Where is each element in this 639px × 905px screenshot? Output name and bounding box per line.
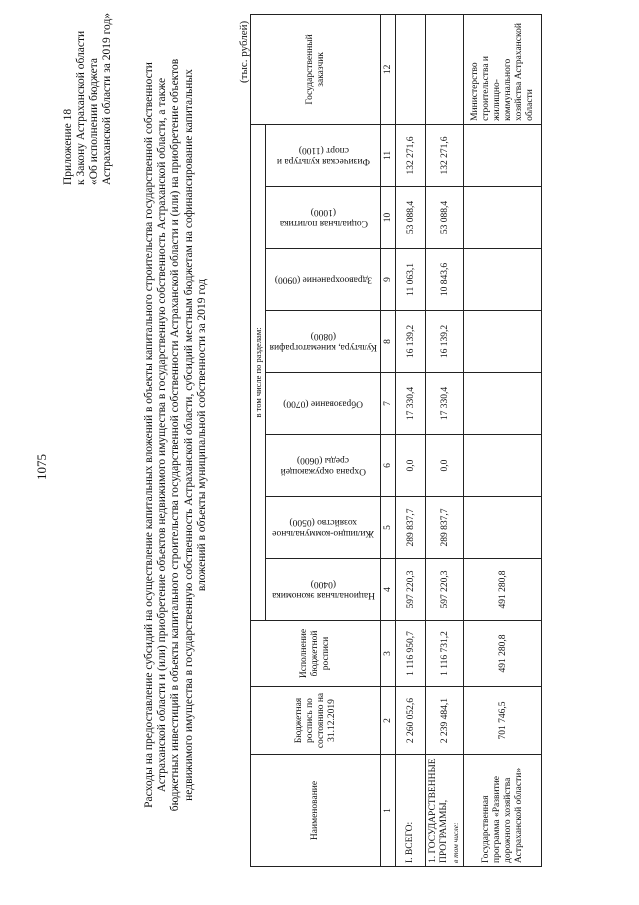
expenditure-table <box>250 14 542 867</box>
row-name: Государственная программа «Развитие дорожного хозяйства Астраханской области» <box>464 755 542 867</box>
title-line: Расходы на предоставление субсидий на осуществление капитальных вложений в объекты капитального строительства государственной собственности <box>143 62 155 808</box>
cell-budget: 2 239 484,1 <box>426 687 464 755</box>
cell-0800: 16 139,2 <box>426 311 464 373</box>
appendix-line: «Об исполнении бюджета <box>88 57 100 185</box>
table-row-road-program <box>464 14 542 866</box>
cell-0400: 491 280,8 <box>464 559 542 621</box>
cell-1000: 53 088,4 <box>396 187 426 249</box>
cell-0700 <box>464 373 542 435</box>
col-number: 2 <box>381 687 396 755</box>
row-name-text: 1. ГОСУДАРСТВЕННЫЕ ПРОГРАММЫ, <box>428 758 449 863</box>
cell-execution: 1 116 731,2 <box>426 621 464 687</box>
appendix-line: Астраханской области за 2019 год» <box>101 12 113 185</box>
header-section-0900: Здравоохранение (0900) <box>266 249 381 311</box>
col-number: 7 <box>381 373 396 435</box>
cell-0500: 289 837,7 <box>426 497 464 559</box>
cell-0700: 17 330,4 <box>426 373 464 435</box>
row-note: в том числе: <box>451 822 460 863</box>
cell-execution: 1 116 950,7 <box>396 621 426 687</box>
header-budget: Бюджетная роспись по состоянию на 31.12.2019 <box>251 687 381 755</box>
col-number: 10 <box>381 187 396 249</box>
cell-0400: 597 220,3 <box>426 559 464 621</box>
header-section-0500: Жилищно-коммунальное хозяйство (0500) <box>266 497 381 559</box>
cell-0900: 10 843,6 <box>426 249 464 311</box>
cell-1100 <box>464 124 542 186</box>
row-name: I. ВСЕГО: <box>396 755 426 867</box>
header-incl: в том числе по разделам: <box>251 124 266 620</box>
document-title <box>143 55 209 815</box>
cell-1100: 132 271,6 <box>396 124 426 186</box>
title-line: Астраханской области и (или) приобретение объектов недвижимого имущества в государственную собственность Астраханской области, а также <box>156 77 169 793</box>
unit-label: (тыс. рублей) <box>238 20 250 83</box>
cell-0800 <box>464 311 542 373</box>
header-section-1100: Физическая культура и спорт (1100) <box>266 124 381 186</box>
col-number: 1 <box>381 755 396 867</box>
row-name <box>426 755 464 867</box>
col-number: 12 <box>381 14 396 124</box>
cell-customer: Министерство строительства и жилищно-коммунального хозяйства Астраханской области <box>464 14 542 124</box>
header-section-0600: Охрана окружающей среды (0600) <box>266 435 381 497</box>
cell-1000 <box>464 187 542 249</box>
title-line: вложений в объекты муниципальной собственности за 2019 год <box>195 278 208 592</box>
cell-0900: 11 063,1 <box>396 249 426 311</box>
header-section-0800: Культура, кинематография (0800) <box>266 311 381 373</box>
col-number: 6 <box>381 435 396 497</box>
cell-0500 <box>464 497 542 559</box>
col-number: 4 <box>381 559 396 621</box>
header-customer: Государственный заказчик <box>251 14 381 124</box>
cell-0600: 0,0 <box>396 435 426 497</box>
cell-1100: 132 271,6 <box>426 124 464 186</box>
header-name: Наименование <box>251 755 381 867</box>
cell-0900 <box>464 249 542 311</box>
cell-budget: 2 260 052,6 <box>396 687 426 755</box>
table-row-total <box>396 14 426 866</box>
cell-0700: 17 330,4 <box>396 373 426 435</box>
header-section-0700: Образование (0700) <box>266 373 381 435</box>
col-number: 9 <box>381 249 396 311</box>
header-execution: Исполнение бюджетной росписи <box>251 621 381 687</box>
cell-1000: 53 088,4 <box>426 187 464 249</box>
table-row-programs <box>426 14 464 866</box>
col-number: 5 <box>381 497 396 559</box>
cell-0800: 16 139,2 <box>396 311 426 373</box>
appendix-block <box>62 13 114 185</box>
appendix-line: Приложение 18 <box>62 108 74 185</box>
cell-0500: 289 837,7 <box>396 497 426 559</box>
appendix-line: к Закону Астраханской области <box>75 30 87 185</box>
cell-0600: 0,0 <box>426 435 464 497</box>
header-section-0400: Национальная экономика (0400) <box>266 559 381 621</box>
column-numbers-row <box>381 14 396 866</box>
cell-customer <box>396 14 426 124</box>
cell-0600 <box>464 435 542 497</box>
header-section-1000: Социальная политика (1000) <box>266 187 381 249</box>
col-number: 11 <box>381 124 396 186</box>
cell-execution: 491 280,8 <box>464 621 542 687</box>
col-number: 3 <box>381 621 396 687</box>
col-number: 8 <box>381 311 396 373</box>
cell-customer <box>426 14 464 124</box>
cell-budget: 701 746,5 <box>464 687 542 755</box>
title-line: недвижимого имущества в государственную собственность Астраханской области, субсидий местным бюджетам на софинансирование капитальных <box>182 69 195 801</box>
page-number: 1075 <box>34 454 49 480</box>
cell-0400: 597 220,3 <box>396 559 426 621</box>
title-line: бюджетных инвестиций в объекты капитального строительства государственной собственности Астраханской области и (или) на приобретение объектов <box>169 58 182 812</box>
